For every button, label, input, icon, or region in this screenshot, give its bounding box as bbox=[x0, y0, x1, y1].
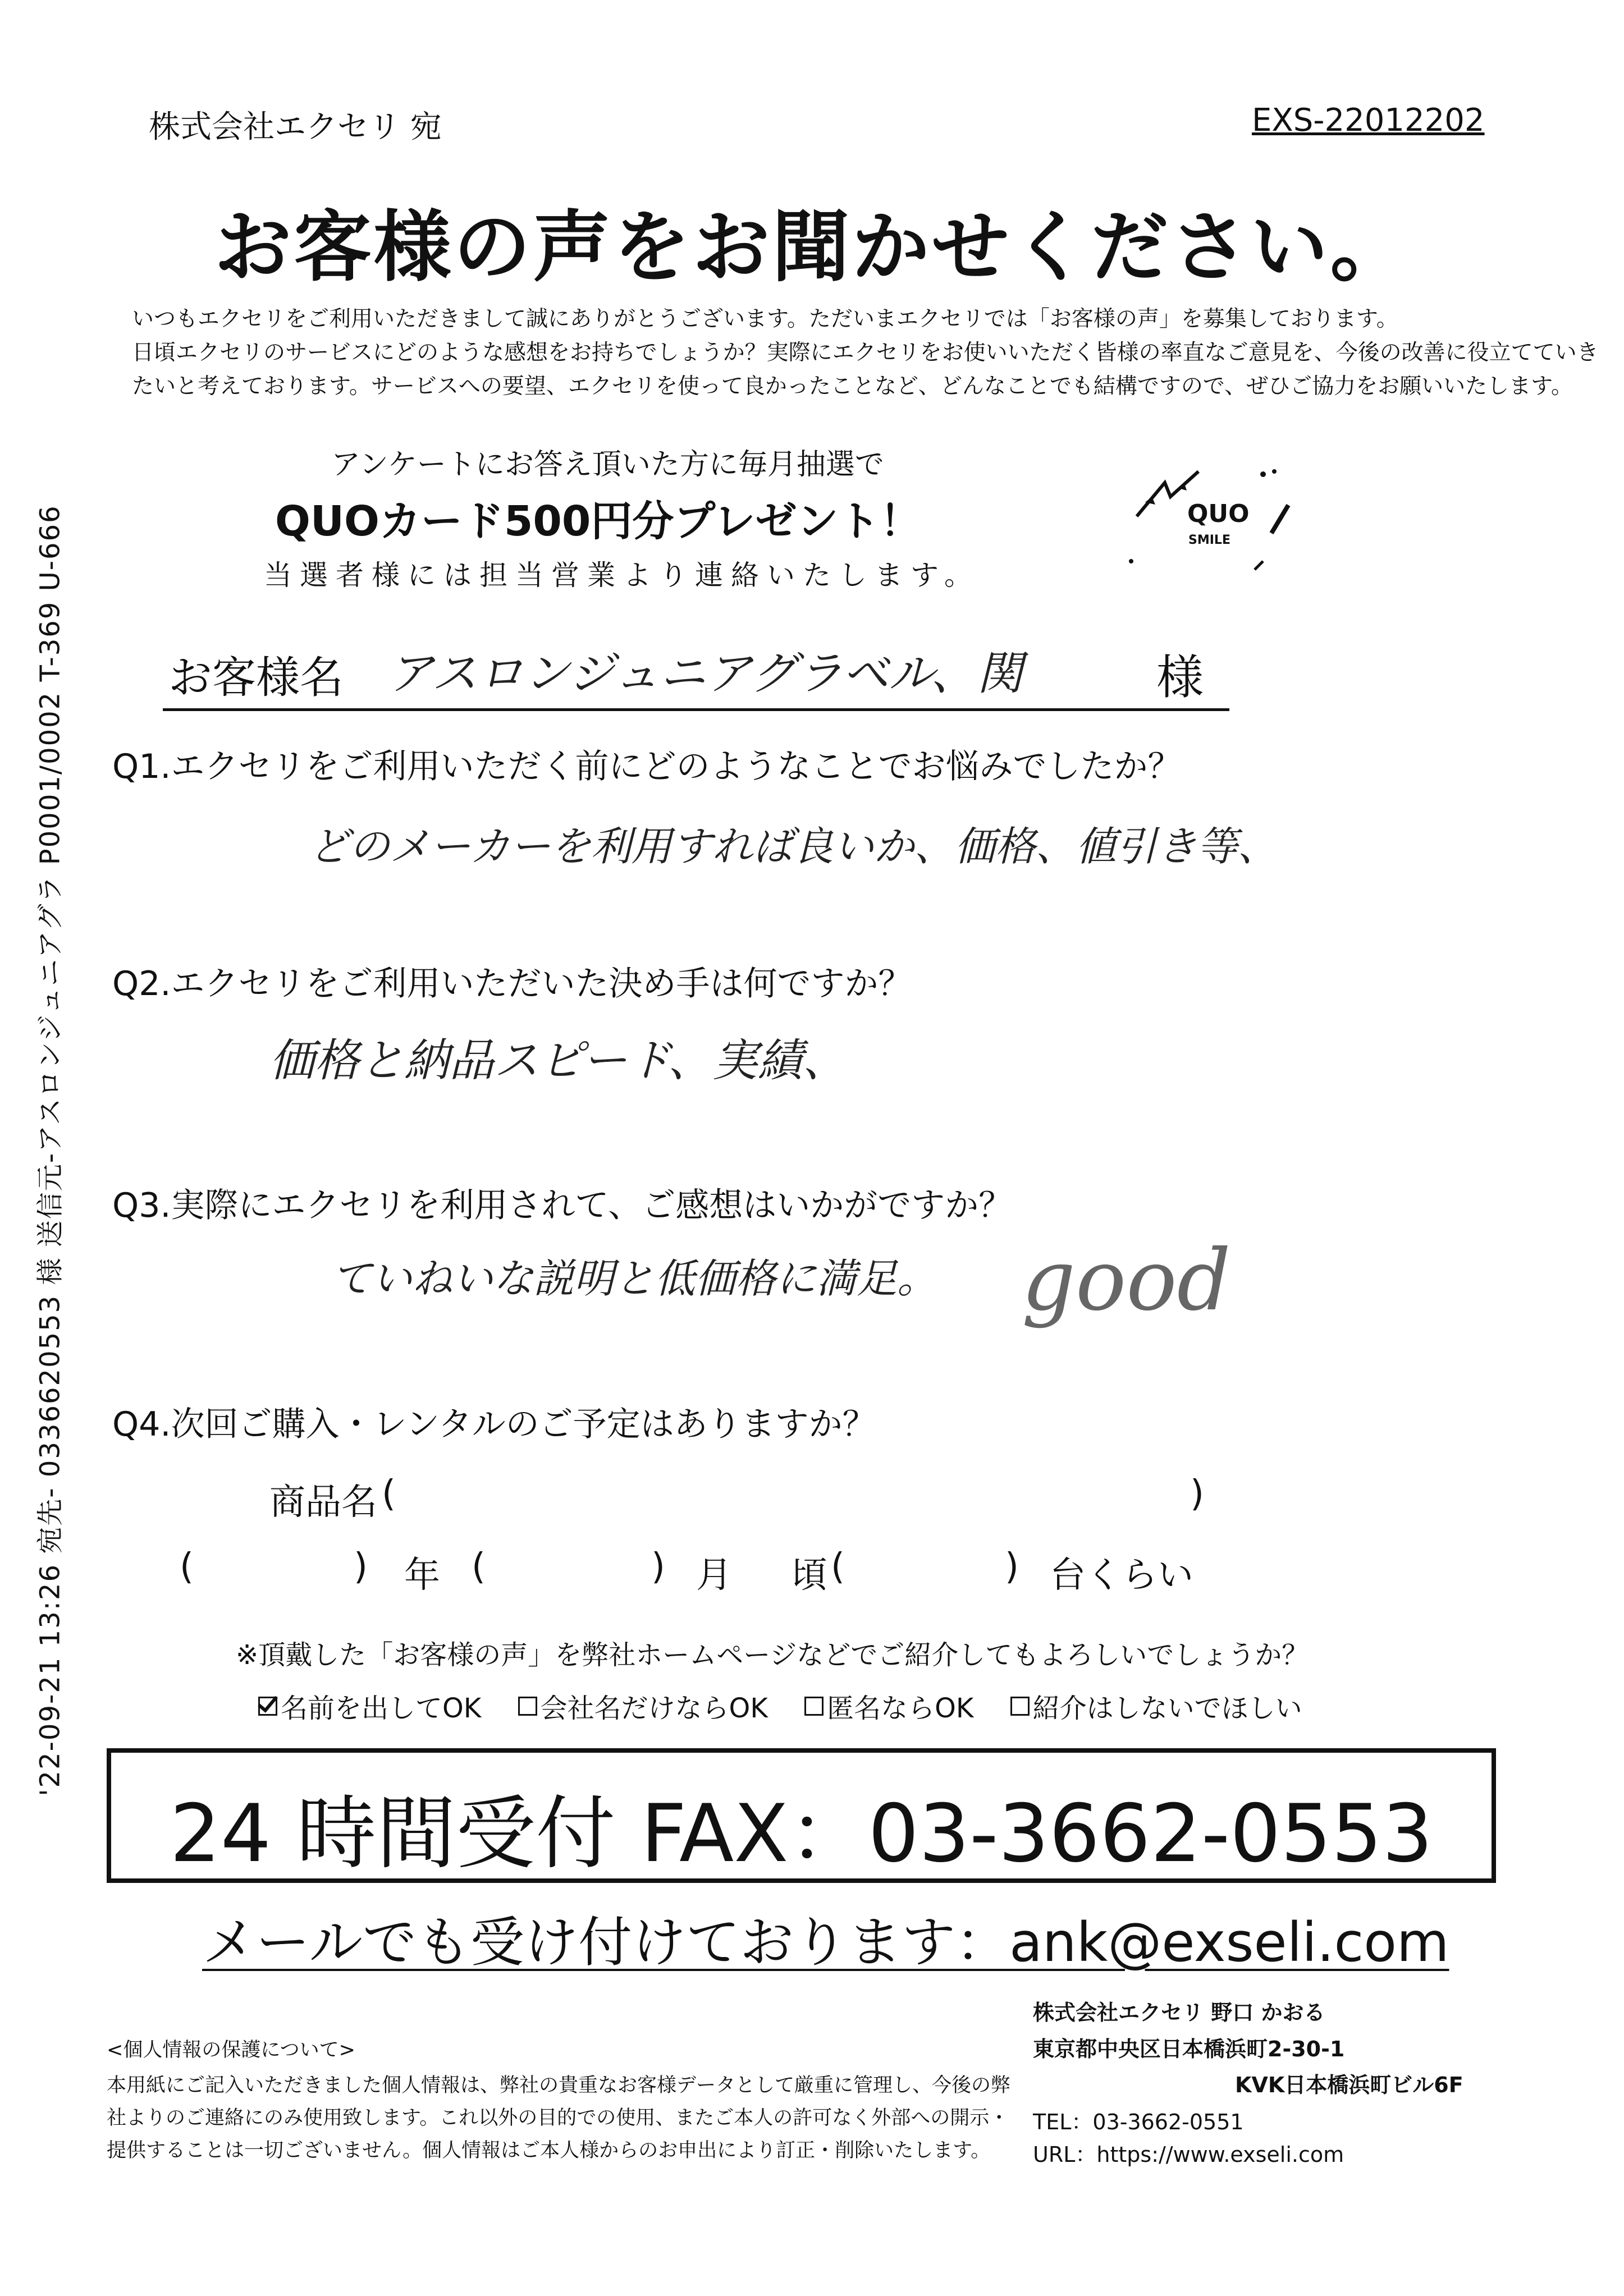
question-1: Q1.エクセリをご利用いただく前にどのようなことでお悩みでしたか？ bbox=[112, 747, 1182, 786]
contact-address-line-2: KVK日本橋浜町ビル6F bbox=[1235, 2073, 1463, 2097]
answer-1[interactable]: どのメーカーを利用すれば良いか、価格、値引き等、 bbox=[309, 823, 1278, 870]
around-label: 頃 bbox=[792, 1555, 827, 1596]
month-open-paren: ( bbox=[472, 1546, 486, 1588]
month-close-paren: ) bbox=[651, 1546, 665, 1588]
contact-address-line-1: 東京都中央区日本橋浜町2-30-1 bbox=[1033, 2037, 1345, 2061]
year-label: 年 bbox=[404, 1555, 440, 1596]
quo-logo-text: QUO bbox=[1187, 499, 1250, 528]
contact-url[interactable]: URL：https://www.exseli.com bbox=[1033, 2142, 1344, 2167]
consent-checkbox-name-ok[interactable] bbox=[258, 1697, 277, 1716]
consent-checkbox-anonymous[interactable] bbox=[804, 1697, 824, 1716]
consent-option-label: 会社名だけならOK bbox=[540, 1693, 768, 1724]
consent-option-label: 名前を出してOK bbox=[281, 1693, 482, 1724]
quantity-close-paren: ) bbox=[1005, 1546, 1019, 1588]
answer-3[interactable]: ていねいな説明と低価格に満足。 bbox=[331, 1255, 938, 1302]
consent-option-label: 紹介はしないでほしい bbox=[1032, 1693, 1302, 1724]
product-close-paren: ) bbox=[1190, 1473, 1204, 1515]
consent-checkbox-company-only[interactable] bbox=[518, 1697, 537, 1716]
consent-option-name-ok[interactable] bbox=[258, 1687, 481, 1725]
promo-line-3: 当選者様には担当営業より連絡いたします。 bbox=[264, 559, 980, 592]
document-id: EXS-22012202 bbox=[1252, 102, 1485, 139]
fax-number-box bbox=[107, 1748, 1496, 1883]
month-label: 月 bbox=[696, 1555, 732, 1596]
answer-3-note: good bbox=[1022, 1232, 1231, 1330]
consent-options bbox=[258, 1687, 1330, 1725]
privacy-line-3: 提供することは一切ございません。個人情報はご本人様からのお申出により訂正・削除いたします。 bbox=[107, 2139, 991, 2162]
contact-company: 株式会社エクセリ 野口 かおる bbox=[1033, 2000, 1325, 2025]
privacy-line-1: 本用紙にご記入いただきました個人情報は、弊社の貴重なお客様データとして厳重に管理し、今後の弊 bbox=[107, 2074, 1011, 2097]
question-3: Q3.実際にエクセリを利用されて、ご感想はいかがですか？ bbox=[112, 1186, 1013, 1225]
customer-name-field[interactable]: アスロンジュニアグラベル、関 bbox=[387, 647, 1023, 700]
contact-telephone: TEL：03-3662-0551 bbox=[1033, 2110, 1244, 2134]
product-open-paren: ( bbox=[382, 1473, 396, 1515]
intro-line-1: いつもエクセリをご利用いただきまして誠にありがとうございます。ただいまエクセリでは「お客様の声」を募集しております。 bbox=[132, 306, 1398, 332]
promo-headline: QUOカード500円分プレゼント！ bbox=[275, 497, 922, 546]
privacy-line-2: 社よりのご連絡にのみ使用致します。これ以外の目的での使用、またご本人の許可なく外部への開示・ bbox=[107, 2107, 1009, 2129]
intro-line-2: 日頃エクセリのサービスにどのような感想をお持ちでしょうか？実際にエクセリをお使いいただく皆様の率直なご意見を、今後の改善に役立てていき bbox=[132, 340, 1599, 365]
addressee: 株式会社エクセリ 宛 bbox=[149, 109, 442, 145]
year-open-paren: ( bbox=[180, 1546, 194, 1588]
consent-option-no-introduction[interactable] bbox=[1010, 1687, 1302, 1725]
email-contact-line: メールでも受け付けております：ank@exseli.com bbox=[202, 1911, 1449, 1974]
fax-transmission-header bbox=[22, 393, 73, 1908]
question-2: Q2.エクセリをご利用いただいた決め手は何ですか？ bbox=[112, 964, 912, 1003]
question-4: Q4.次回ご購入・レンタルのご予定はありますか？ bbox=[112, 1405, 876, 1444]
page-title: お客様の声をお聞かせください。 bbox=[214, 202, 1410, 292]
quantity-label: 台くらい bbox=[1050, 1555, 1193, 1596]
quantity-open-paren: ( bbox=[831, 1546, 845, 1588]
quo-card-logo bbox=[1114, 449, 1300, 584]
promo-line-1: アンケートにお答え頂いた方に毎月抽選で bbox=[331, 448, 884, 482]
customer-honorific: 様 bbox=[1156, 650, 1204, 705]
product-name-label: 商品名 bbox=[269, 1482, 377, 1523]
consent-option-label: 匿名ならOK bbox=[827, 1693, 974, 1724]
customer-name-label: お客様名 bbox=[168, 653, 344, 703]
quo-logo-subtext: SMILE bbox=[1188, 533, 1230, 547]
consent-option-company-only[interactable] bbox=[518, 1687, 768, 1725]
fax-transmission-text: '22-09-21 13:26 宛先- 0336620553 様 送信元-アスロンジュニアグラ P0001/0002 T-369 U-666 bbox=[34, 505, 66, 1797]
consent-checkbox-no-introduction[interactable] bbox=[1010, 1697, 1030, 1716]
intro-line-3: たいと考えております。サービスへの要望、エクセリを使って良かったことなど、どんなことでも結構ですので、ぜひご協力をお願いいたします。 bbox=[132, 374, 1573, 399]
fax-number-text: 24 時間受付 FAX：03-3662-0553 bbox=[170, 1788, 1433, 1880]
privacy-title: <個人情報の保護について> bbox=[107, 2039, 355, 2061]
consent-option-anonymous[interactable] bbox=[804, 1687, 973, 1725]
year-close-paren: ) bbox=[354, 1546, 368, 1588]
answer-2[interactable]: 価格と納品スピード、実績、 bbox=[269, 1034, 848, 1087]
customer-name-underline bbox=[163, 708, 1229, 711]
consent-question: ※頂戴した「お客様の声」を弊社ホームページなどでご紹介してもよろしいでしょうか？ bbox=[236, 1639, 1309, 1671]
